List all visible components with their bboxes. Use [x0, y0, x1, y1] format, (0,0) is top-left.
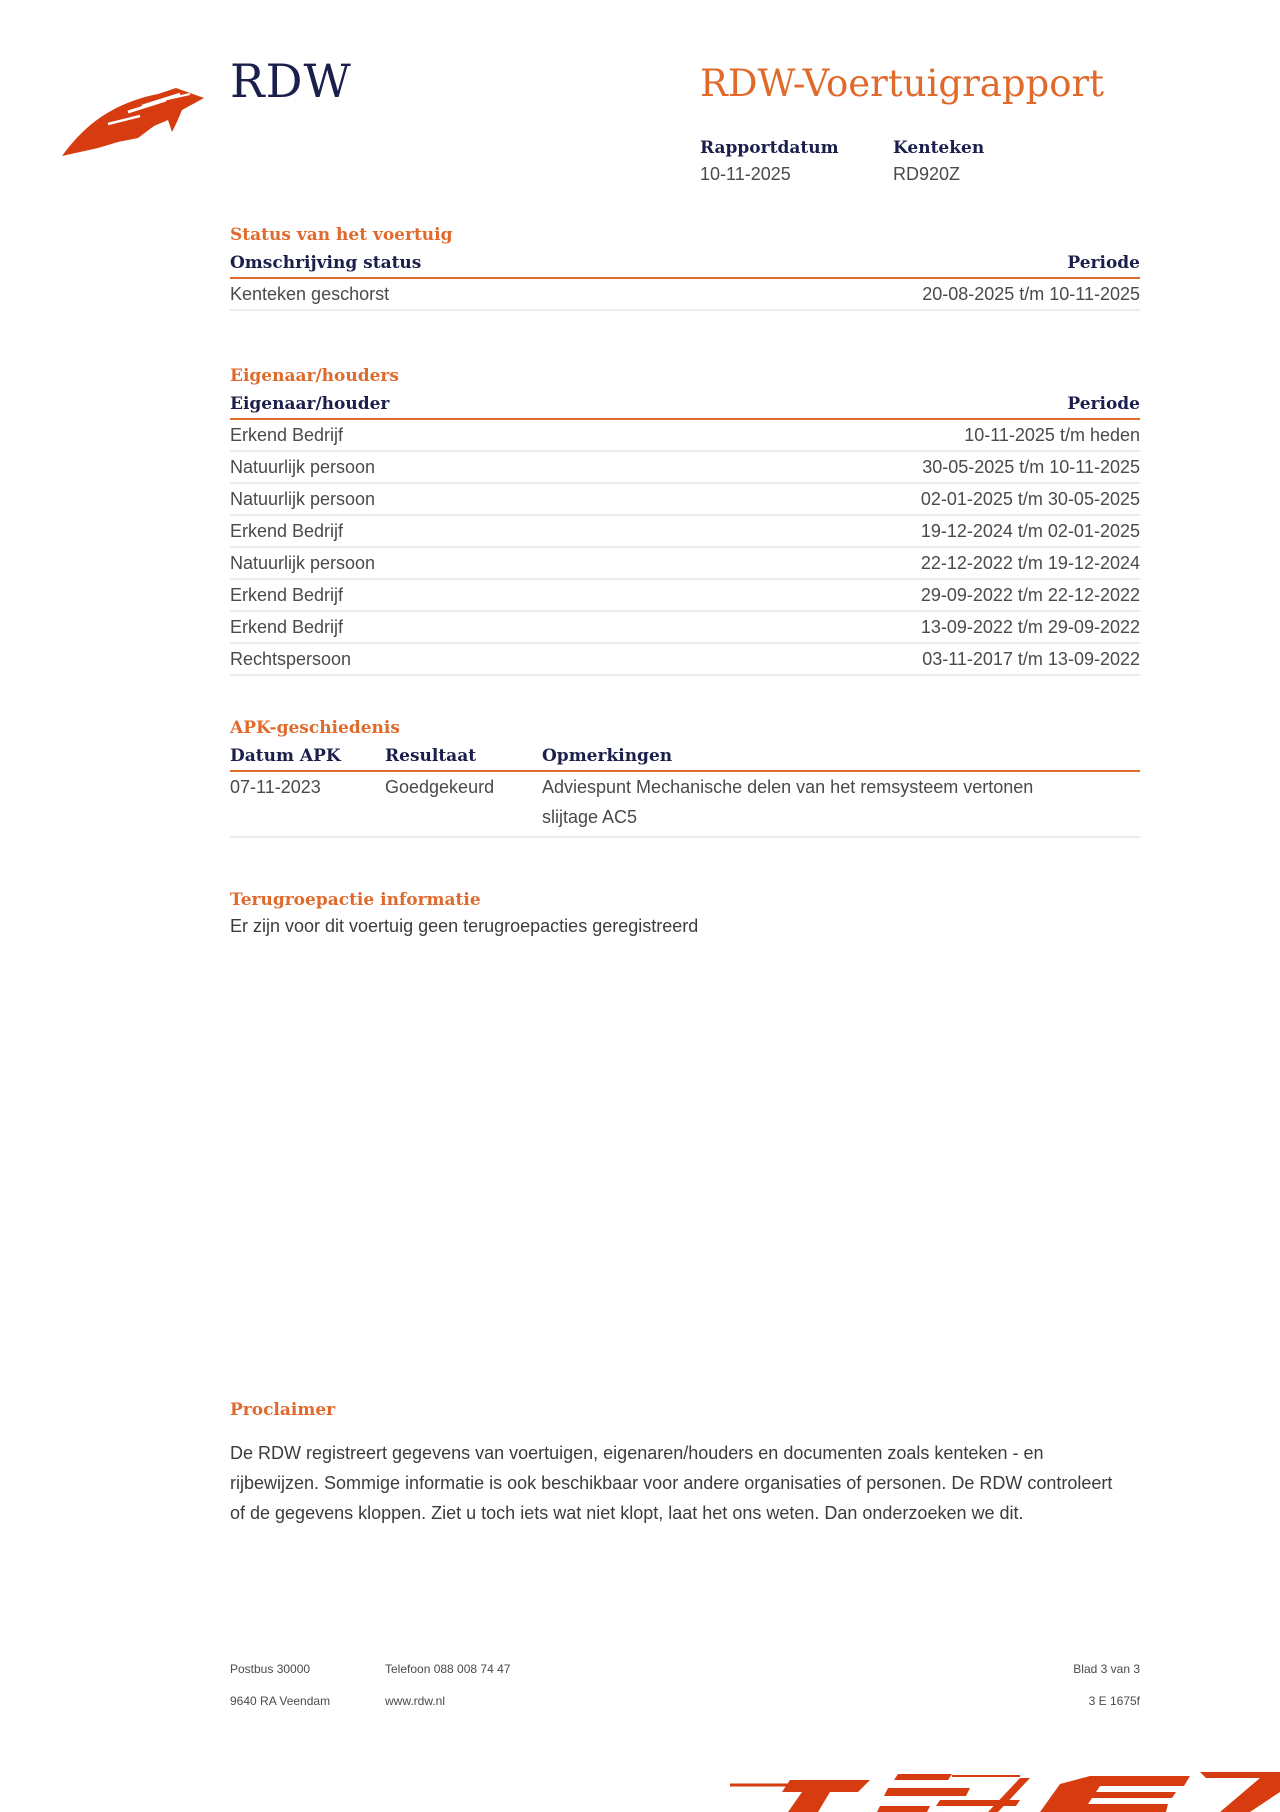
section-title: APK-geschiedenis: [230, 718, 400, 738]
footer-address: Postbus 30000: [230, 1662, 311, 1676]
column-header: Opmerkingen: [542, 744, 1140, 771]
meta-report-date: [700, 138, 839, 185]
apk-result: Goedgekeurd: [385, 771, 542, 837]
owner-period: 03-11-2017 t/m 13-09-2022: [613, 643, 1140, 675]
apk-section: [230, 718, 1140, 838]
apk-table: [230, 744, 1140, 838]
owner-period: 13-09-2022 t/m 29-09-2022: [613, 611, 1140, 643]
footer-page-number: Blad 3 van 3: [1073, 1662, 1140, 1676]
table-row: [230, 611, 1140, 643]
section-title: Proclaimer: [230, 1400, 336, 1420]
table-row: [230, 547, 1140, 579]
table-row: [230, 451, 1140, 483]
meta-label: Rapportdatum: [700, 138, 839, 158]
column-header: Resultaat: [385, 744, 542, 771]
owner-type: Natuurlijk persoon: [230, 547, 613, 579]
rdw-stripes-logo-icon: [730, 1748, 1280, 1812]
report-title: RDW-Voertuigrapport: [700, 62, 1105, 105]
owner-period: 29-09-2022 t/m 22-12-2022: [613, 579, 1140, 611]
owners-section: [230, 366, 1140, 676]
footer-document-code: 3 E 1675f: [1088, 1694, 1140, 1708]
owners-table: [230, 392, 1140, 676]
table-row: [230, 643, 1140, 675]
recall-section: [230, 890, 1140, 937]
footer-website-link[interactable]: www.rdw.nl: [385, 1694, 446, 1708]
apk-remarks: Adviespunt Mechanische delen van het remsysteem vertonen slijtage AC5: [542, 771, 1140, 837]
brand-name: RDW: [230, 54, 352, 108]
status-period: 20-08-2025 t/m 10-11-2025: [656, 278, 1140, 310]
owner-period: 30-05-2025 t/m 10-11-2025: [613, 451, 1140, 483]
recall-text: Er zijn voor dit voertuig geen terugroepacties geregistreerd: [230, 916, 699, 936]
meta-license-plate: [893, 138, 984, 185]
owner-type: Erkend Bedrijf: [230, 419, 613, 451]
section-title: Eigenaar/houders: [230, 366, 399, 386]
section-title: Terugroepactie informatie: [230, 890, 481, 910]
section-title: Status van het voertuig: [230, 225, 453, 245]
status-table: [230, 251, 1140, 311]
column-header: Periode: [656, 251, 1140, 278]
column-header: Omschrijving status: [230, 251, 656, 278]
owner-period: 02-01-2025 t/m 30-05-2025: [613, 483, 1140, 515]
status-description: Kenteken geschorst: [230, 278, 656, 310]
meta-value: 10-11-2025: [700, 164, 791, 184]
owner-type: Erkend Bedrijf: [230, 611, 613, 643]
table-row: [230, 278, 1140, 310]
table-row: [230, 771, 1140, 837]
apk-date: 07-11-2023: [230, 771, 385, 837]
owner-period: 22-12-2022 t/m 19-12-2024: [613, 547, 1140, 579]
column-header: Eigenaar/houder: [230, 392, 613, 419]
meta-value: RD920Z: [893, 164, 961, 184]
proclaimer-text: De RDW registreert gegevens van voertuigen, eigenaren/houders en documenten zoals kenteken - en rijbewijzen. Sommige informatie is ook beschikbaar voor andere organisaties of personen. De RDW controleert of de gegevens kloppen. Ziet u toch iets wat niet klopt, laat het ons weten. Dan onderzoeken we dit.: [230, 1443, 1113, 1523]
proclaimer-section: [230, 1400, 1140, 1528]
owner-period: 10-11-2025 t/m heden: [613, 419, 1140, 451]
meta-label: Kenteken: [893, 138, 985, 158]
rdw-feather-logo-icon: [58, 80, 208, 160]
owner-type: Erkend Bedrijf: [230, 579, 613, 611]
table-row: [230, 579, 1140, 611]
owner-period: 19-12-2024 t/m 02-01-2025: [613, 515, 1140, 547]
owner-type: Erkend Bedrijf: [230, 515, 613, 547]
status-section: [230, 225, 1140, 311]
table-row: [230, 483, 1140, 515]
footer-city: 9640 RA Veendam: [230, 1694, 331, 1708]
footer-phone: Telefoon 088 008 74 47: [385, 1662, 511, 1676]
owner-type: Natuurlijk persoon: [230, 483, 613, 515]
column-header: Periode: [613, 392, 1140, 419]
table-row: [230, 515, 1140, 547]
owner-type: Natuurlijk persoon: [230, 451, 613, 483]
table-row: [230, 419, 1140, 451]
column-header: Datum APK: [230, 744, 385, 771]
owner-type: Rechtspersoon: [230, 643, 613, 675]
